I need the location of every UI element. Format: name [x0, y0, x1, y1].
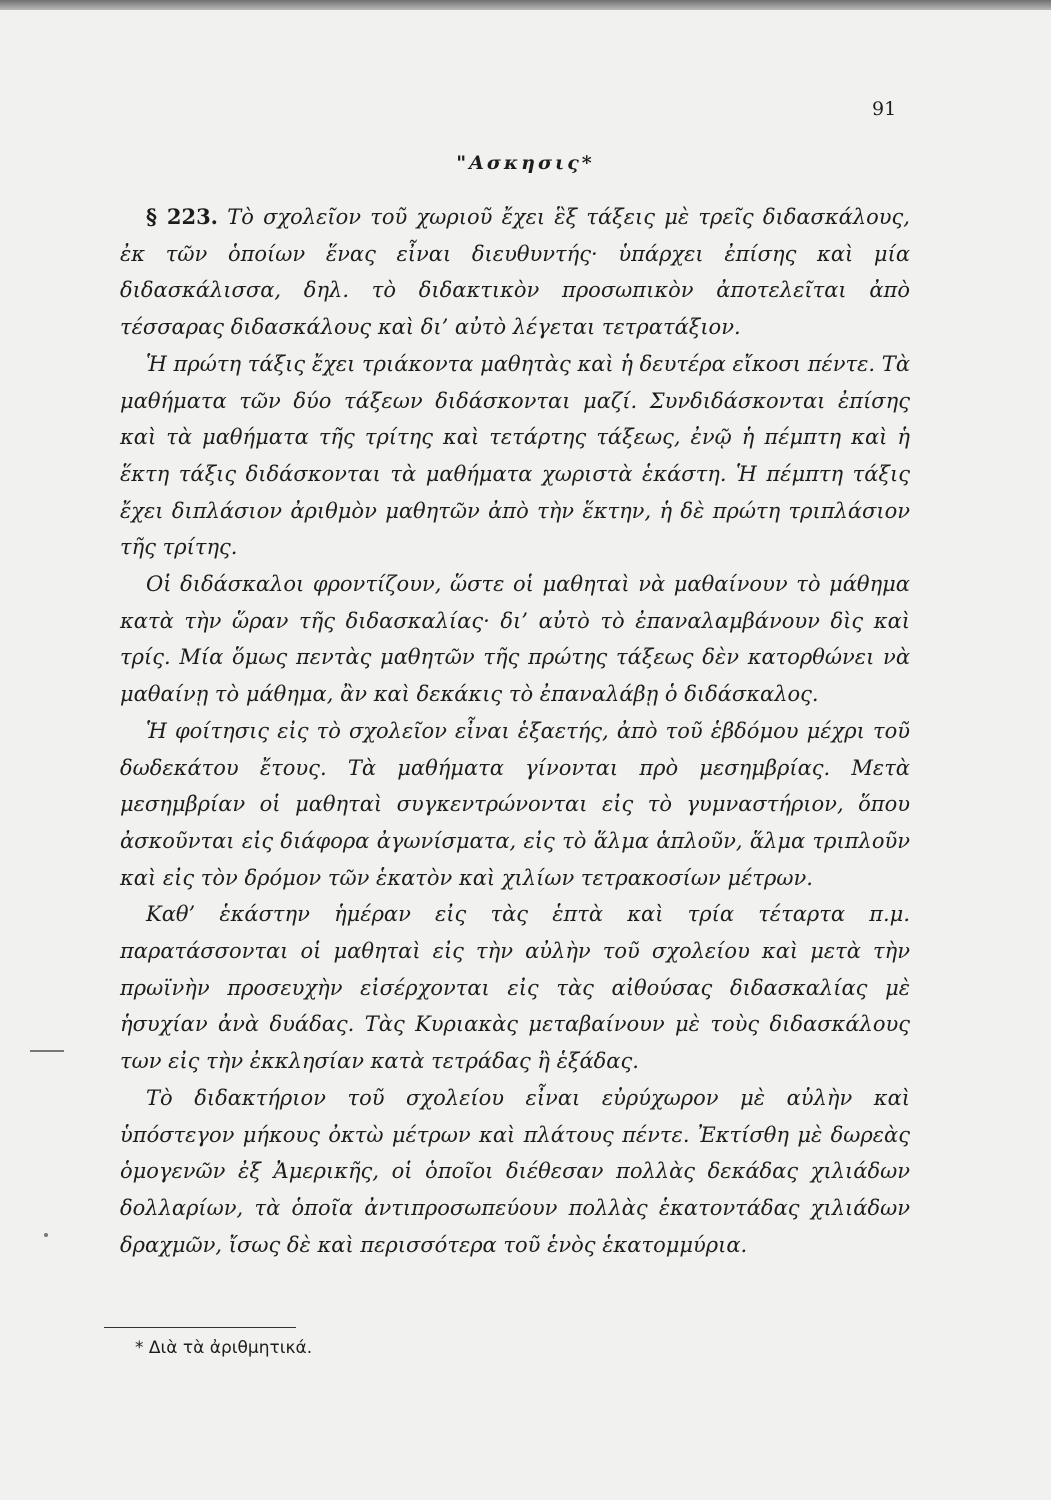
- page-number: 91: [872, 98, 897, 120]
- footnote: * Διὰ τὰ ἀριθμητικά.: [135, 1338, 313, 1358]
- paragraph-3: Οἱ διδάσκαλοι φροντίζουν, ὥστε οἱ μαθηταὶ νὰ μαθαίνουν τὸ μάθημα κατὰ τὴν ὥραν τῆς διδασκαλίας· δι’ αὐτὸ τὸ ἐπαναλαμβάνουν δὶς καὶ τρίς. Μία ὅμως πεντὰς μαθητῶν τῆς πρώτης τάξεως δὲν κατορθώνει νὰ μαθαίνῃ τὸ μάθημα, ἂν καὶ δεκάκις τὸ ἐπαναλάβῃ ὁ διδάσκαλος.: [120, 572, 910, 707]
- paragraph-5: Καθ’ ἑκάστην ἡμέραν εἰς τὰς ἑπτὰ καὶ τρία τέταρτα π.μ. παρατάσσονται οἱ μαθηταὶ εἰς τὴν αὐλὴν τοῦ σχολείου καὶ μετὰ τὴν πρωϊνὴν προσευχὴν εἰσέρχονται εἰς τὰς αἰθούσας διδασκαλίας μὲ ἡσυχίαν ἀνὰ δυάδας. Τὰς Κυριακὰς μεταβαίνουν μὲ τοὺς διδασκάλους των εἰς τὴν ἐκκλησίαν κατὰ τετράδας ἢ ἑξάδας.: [120, 902, 910, 1074]
- paragraph-6: Τὸ διδακτήριον τοῦ σχολείου εἶναι εὐρύχωρον μὲ αὐλὴν καὶ ὑπόστεγον μήκους ὀκτὼ μέτρων καὶ πλάτους πέντε. Ἐκτίσθη μὲ δωρεὰς ὁμογενῶν ἐξ Ἀμερικῆς, οἱ ὁποῖοι διέθεσαν πολλὰς δεκάδας χιλιάδων δολλαρίων, τὰ ὁποῖα ἀντιπροσωπεύουν πολλὰς ἑκατοντάδας χιλιάδων δραχμῶν, ἴσως δὲ καὶ περισσότερα τοῦ ἑνὸς ἑκατομμύρια.: [120, 1085, 910, 1257]
- paragraph-2: Ἡ πρώτη τάξις ἔχει τριάκοντα μαθητὰς καὶ ἡ δευτέρα εἴκοσι πέντε. Τὰ μαθήματα τῶν δύο τάξεων διδάσκονται μαζί. Συνδιδάσκονται ἐπίσης καὶ τὰ μαθήματα τῆς τρίτης καὶ τετάρτης τάξεως, ἐνῷ ἡ πέμπτη καὶ ἡ ἕκτη τάξις διδάσκονται τὰ μαθήματα χωριστὰ ἑκάστη. Ἡ πέμπτη τάξις ἔχει διπλάσιον ἀριθμὸν μαθητῶν ἀπὸ τὴν ἕκτην, ἡ δὲ πρώτη τριπλάσιον τῆς τρίτης.: [120, 351, 910, 560]
- section-number: § 223.: [146, 204, 218, 229]
- paragraph-1-text: Τὸ σχολεῖον τοῦ χωριοῦ ἔχει ἓξ τάξεις μὲ τρεῖς διδασκάλους, ἐκ τῶν ὁποίων ἕνας εἶναι διευθυντής· ὑπάρχει ἐπίσης καὶ μία διδασκάλισσα, δηλ. τὸ διδακτικὸν προσωπικὸν ἀποτελεῖται ἀπὸ τέσσαρας διδασκάλους καὶ δι’ αὐτὸ λέγεται τετρατάξιον.: [120, 205, 910, 340]
- margin-speck: [44, 1233, 48, 1237]
- scan-top-edge: [0, 0, 1051, 10]
- exercise-body: [120, 199, 910, 1263]
- exercise-heading: "Ασκησις*: [456, 152, 595, 174]
- paragraph-1: [120, 199, 910, 346]
- footnote-rule: [104, 1327, 296, 1328]
- paragraph-4: Ἡ φοίτησις εἰς τὸ σχολεῖον εἶναι ἑξαετής, ἀπὸ τοῦ ἑβδόμου μέχρι τοῦ δωδεκάτου ἔτους. Τὰ μαθήματα γίνονται πρὸ μεσημβρίας. Μετὰ μεσημβρίαν οἱ μαθηταὶ συγκεντρώνονται εἰς τὸ γυμναστήριον, ὅπου ἀσκοῦνται εἰς διάφορα ἀγωνίσματα, εἰς τὸ ἅλμα ἁπλοῦν, ἅλμα τριπλοῦν καὶ εἰς τὸν δρόμον τῶν ἑκατὸν καὶ χιλίων τετρακοσίων μέτρων.: [120, 718, 910, 890]
- margin-mark: [30, 1050, 64, 1052]
